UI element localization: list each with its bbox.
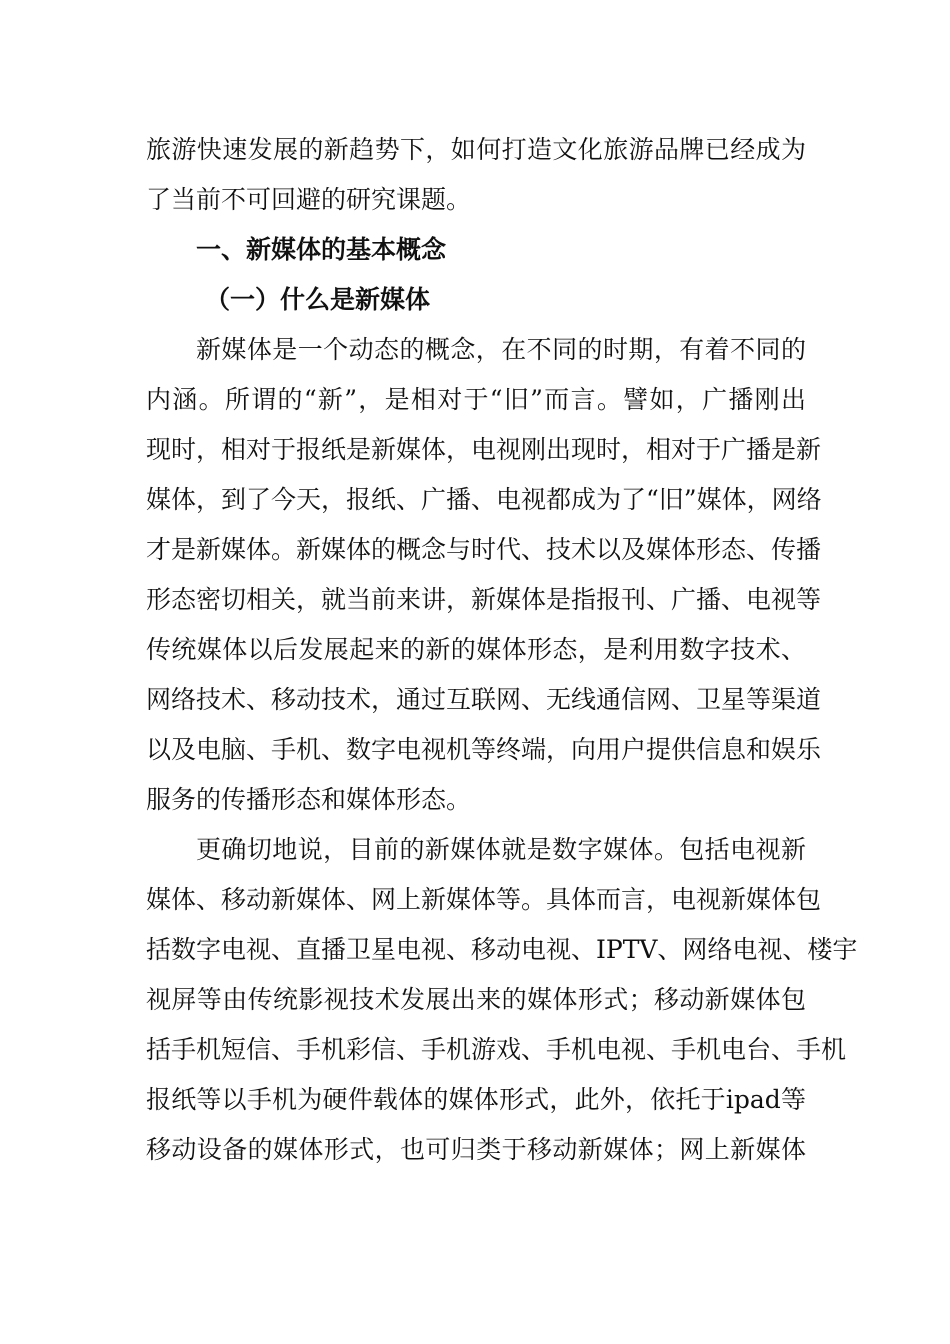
paragraph2-line-5: 括手机短信、手机彩信、手机游戏、手机电视、手机电台、手机 [146, 1035, 847, 1064]
paragraph2-line-7: 移动设备的媒体形式，也可归类于移动新媒体；网上新媒体 [146, 1135, 806, 1164]
paragraph2-line-3: 括数字电视、直播卫星电视、移动电视、IPTV、网络电视、楼宇 [146, 935, 858, 964]
subsection-heading: （一）什么是新媒体 [205, 285, 431, 314]
paragraph1-line-7: 传统媒体以后发展起来的新的媒体形态，是利用数字技术、 [146, 635, 806, 664]
paragraph1-line-4: 媒体，到了今天，报纸、广播、电视都成为了“旧”媒体，网络 [146, 485, 822, 514]
paragraph2-line-6: 报纸等以手机为硬件载体的媒体形式，此外，依托于ipad等 [146, 1085, 806, 1114]
intro-line-2: 了当前不可回避的研究课题。 [146, 185, 472, 214]
paragraph1-line-9: 以及电脑、手机、数字电视机等终端，向用户提供信息和娱乐 [146, 735, 822, 764]
paragraph1-line-1: 新媒体是一个动态的概念，在不同的时期，有着不同的 [196, 335, 806, 364]
paragraph1-line-8: 网络技术、移动技术，通过互联网、无线通信网、卫星等渠道 [146, 685, 822, 714]
paragraph2-line-1: 更确切地说，目前的新媒体就是数字媒体。包括电视新 [196, 835, 806, 864]
paragraph1-line-10: 服务的传播形态和媒体形态。 [146, 785, 472, 814]
paragraph1-line-2: 内涵。所谓的“新”，是相对于“旧”而言。譬如，广播刚出 [146, 385, 806, 414]
paragraph2-line-4: 视屏等由传统影视技术发展出来的媒体形式；移动新媒体包 [146, 985, 806, 1014]
paragraph1-line-3: 现时，相对于报纸是新媒体，电视刚出现时，相对于广播是新 [146, 435, 822, 464]
paragraph2-line-2: 媒体、移动新媒体、网上新媒体等。具体而言，电视新媒体包 [146, 885, 822, 914]
paragraph1-line-6: 形态密切相关，就当前来讲，新媒体是指报刊、广播、电视等 [146, 585, 822, 614]
paragraph1-line-5: 才是新媒体。新媒体的概念与时代、技术以及媒体形态、传播 [146, 535, 822, 564]
section-heading: 一、新媒体的基本概念 [196, 235, 447, 264]
intro-line-1: 旅游快速发展的新趋势下，如何打造文化旅游品牌已经成为 [146, 135, 806, 164]
